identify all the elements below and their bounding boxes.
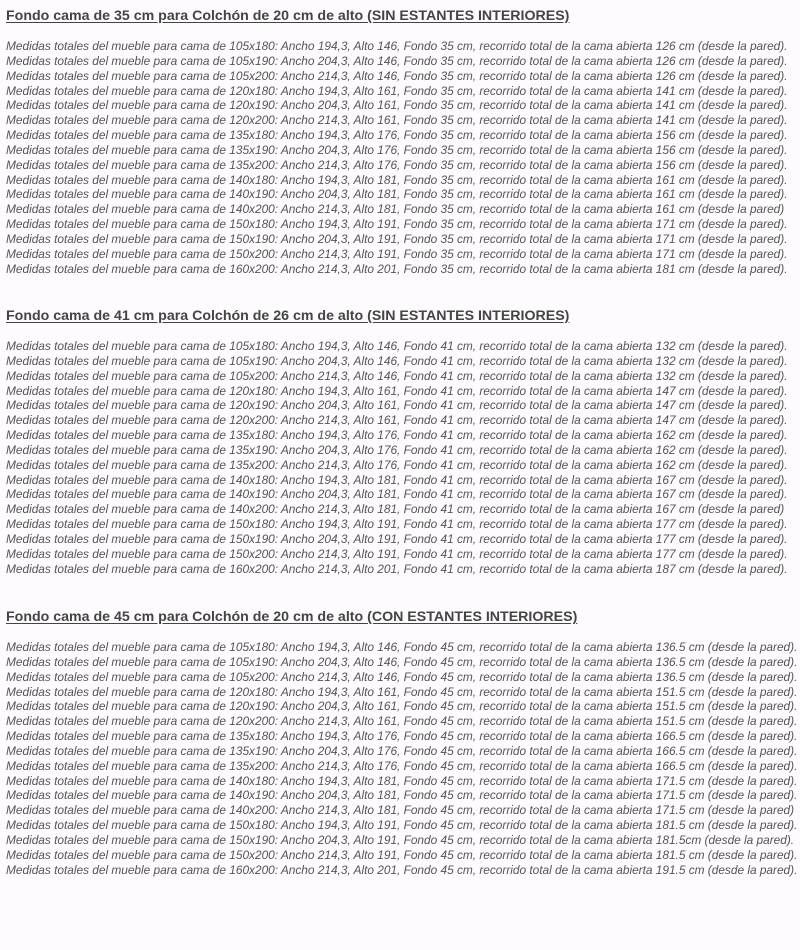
measurement-line: Medidas totales del mueble para cama de 135x180: Ancho 194,3, Alto 176, Fondo 35 cm, recorrido total de la cama abierta 156 cm (desde la pared). — [6, 128, 788, 143]
section-fondo-35 — [6, 8, 800, 277]
measurement-line: Medidas totales del mueble para cama de 135x190: Ancho 204,3, Alto 176, Fondo 45 cm, recorrido total de la cama abierta 166.5 cm (desde la pared). — [6, 743, 798, 758]
measurement-list — [6, 339, 800, 577]
measurement-line: Medidas totales del mueble para cama de 105x190: Ancho 204,3, Alto 146, Fondo 35 cm, recorrido total de la cama abierta 126 cm (desde la pared). — [6, 53, 788, 68]
measurement-line: Medidas totales del mueble para cama de 120x180: Ancho 194,3, Alto 161, Fondo 41 cm, recorrido total de la cama abierta 147 cm (desde la pared). — [6, 383, 788, 398]
measurement-line: Medidas totales del mueble para cama de 135x200: Ancho 214,3, Alto 176, Fondo 35 cm, recorrido total de la cama abierta 156 cm (desde la pared). — [6, 157, 788, 172]
measurement-line: Medidas totales del mueble para cama de 150x180: Ancho 194,3, Alto 191, Fondo 45 cm, recorrido total de la cama abierta 181.5 cm (desde la pared). — [6, 818, 798, 833]
measurement-line: Medidas totales del mueble para cama de 140x200: Ancho 214,3, Alto 181, Fondo 41 cm, recorrido total de la cama abierta 167 cm (desde la pared) — [6, 502, 785, 517]
section-title: Fondo cama de 45 cm para Colchón de 20 cm de alto (CON ESTANTES INTERIORES) — [6, 609, 578, 625]
measurement-line: Medidas totales del mueble para cama de 140x200: Ancho 214,3, Alto 181, Fondo 35 cm, recorrido total de la cama abierta 161 cm (desde la pared) — [6, 202, 785, 217]
measurement-line: Medidas totales del mueble para cama de 135x200: Ancho 214,3, Alto 176, Fondo 45 cm, recorrido total de la cama abierta 166.5 cm (desde la pared). — [6, 758, 798, 773]
measurement-line: Medidas totales del mueble para cama de 120x200: Ancho 214,3, Alto 161, Fondo 45 cm, recorrido total de la cama abierta 151.5 cm (desde la pared). — [6, 714, 798, 729]
measurement-line: Medidas totales del mueble para cama de 150x200: Ancho 214,3, Alto 191, Fondo 41 cm, recorrido total de la cama abierta 177 cm (desde la pared). — [6, 546, 788, 561]
section-title: Fondo cama de 35 cm para Colchón de 20 cm de alto (SIN ESTANTES INTERIORES) — [6, 8, 570, 24]
measurement-line: Medidas totales del mueble para cama de 150x180: Ancho 194,3, Alto 191, Fondo 35 cm, recorrido total de la cama abierta 171 cm (desde la pared). — [6, 217, 788, 232]
measurement-line: Medidas totales del mueble para cama de 105x200: Ancho 214,3, Alto 146, Fondo 45 cm, recorrido total de la cama abierta 136.5 cm (desde la pared). — [6, 669, 798, 684]
section-title: Fondo cama de 41 cm para Colchón de 26 cm de alto (SIN ESTANTES INTERIORES) — [6, 308, 570, 324]
measurement-line: Medidas totales del mueble para cama de 135x190: Ancho 204,3, Alto 176, Fondo 41 cm, recorrido total de la cama abierta 162 cm (desde la pared). — [6, 442, 788, 457]
measurement-line: Medidas totales del mueble para cama de 120x200: Ancho 214,3, Alto 161, Fondo 35 cm, recorrido total de la cama abierta 141 cm (desde la pared). — [6, 113, 788, 128]
measurement-line: Medidas totales del mueble para cama de 135x180: Ancho 194,3, Alto 176, Fondo 41 cm, recorrido total de la cama abierta 162 cm (desde la pared). — [6, 428, 788, 443]
measurement-line: Medidas totales del mueble para cama de 140x190: Ancho 204,3, Alto 181, Fondo 35 cm, recorrido total de la cama abierta 161 cm (desde la pared). — [6, 187, 788, 202]
measurement-line: Medidas totales del mueble para cama de 120x200: Ancho 214,3, Alto 161, Fondo 41 cm, recorrido total de la cama abierta 147 cm (desde la pared). — [6, 413, 788, 428]
measurement-line: Medidas totales del mueble para cama de 140x180: Ancho 194,3, Alto 181, Fondo 41 cm, recorrido total de la cama abierta 167 cm (desde la pared). — [6, 472, 788, 487]
measurement-line: Medidas totales del mueble para cama de 105x180: Ancho 194,3, Alto 146, Fondo 41 cm, recorrido total de la cama abierta 132 cm (desde la pared). — [6, 339, 788, 353]
measurement-line: Medidas totales del mueble para cama de 135x200: Ancho 214,3, Alto 176, Fondo 41 cm, recorrido total de la cama abierta 162 cm (desde la pared). — [6, 457, 788, 472]
measurement-line: Medidas totales del mueble para cama de 140x190: Ancho 204,3, Alto 181, Fondo 41 cm, recorrido total de la cama abierta 167 cm (desde la pared). — [6, 487, 788, 502]
measurement-line: Medidas totales del mueble para cama de 135x190: Ancho 204,3, Alto 176, Fondo 35 cm, recorrido total de la cama abierta 156 cm (desde la pared). — [6, 142, 788, 157]
measurement-line: Medidas totales del mueble para cama de 120x180: Ancho 194,3, Alto 161, Fondo 35 cm, recorrido total de la cama abierta 141 cm (desde la pared). — [6, 83, 788, 98]
measurement-line: Medidas totales del mueble para cama de 105x190: Ancho 204,3, Alto 146, Fondo 45 cm, recorrido total de la cama abierta 136.5 cm (desde la pared). — [6, 654, 798, 669]
measurement-line: Medidas totales del mueble para cama de 120x190: Ancho 204,3, Alto 161, Fondo 45 cm, recorrido total de la cama abierta 151.5 cm (desde la pared). — [6, 699, 798, 714]
measurement-line: Medidas totales del mueble para cama de 150x190: Ancho 204,3, Alto 191, Fondo 41 cm, recorrido total de la cama abierta 177 cm (desde la pared). — [6, 531, 788, 546]
measurement-line: Medidas totales del mueble para cama de 120x180: Ancho 194,3, Alto 161, Fondo 45 cm, recorrido total de la cama abierta 151.5 cm (desde la pared). — [6, 684, 798, 699]
measurement-line: Medidas totales del mueble para cama de 120x190: Ancho 204,3, Alto 161, Fondo 41 cm, recorrido total de la cama abierta 147 cm (desde la pared). — [6, 398, 788, 413]
measurement-line: Medidas totales del mueble para cama de 150x190: Ancho 204,3, Alto 191, Fondo 45 cm, recorrido total de la cama abierta 181.5cm (desde la pared). — [6, 832, 795, 847]
measurement-line: Medidas totales del mueble para cama de 140x180: Ancho 194,3, Alto 181, Fondo 35 cm, recorrido total de la cama abierta 161 cm (desde la pared). — [6, 172, 788, 187]
measurement-line: Medidas totales del mueble para cama de 120x190: Ancho 204,3, Alto 161, Fondo 35 cm, recorrido total de la cama abierta 141 cm (desde la pared). — [6, 98, 788, 113]
measurement-line: Medidas totales del mueble para cama de 160x200: Ancho 214,3, Alto 201, Fondo 35 cm, recorrido total de la cama abierta 181 cm (desde la pared). — [6, 261, 788, 276]
measurement-line: Medidas totales del mueble para cama de 105x180: Ancho 194,3, Alto 146, Fondo 45 cm, recorrido total de la cama abierta 136.5 cm (desde la pared). — [6, 640, 798, 654]
measurement-line: Medidas totales del mueble para cama de 105x200: Ancho 214,3, Alto 146, Fondo 35 cm, recorrido total de la cama abierta 126 cm (desde la pared). — [6, 68, 788, 83]
measurement-line: Medidas totales del mueble para cama de 150x190: Ancho 204,3, Alto 191, Fondo 35 cm, recorrido total de la cama abierta 171 cm (desde la pared). — [6, 231, 788, 246]
measurement-line: Medidas totales del mueble para cama de 105x180: Ancho 194,3, Alto 146, Fondo 35 cm, recorrido total de la cama abierta 126 cm (desde la pared). — [6, 39, 788, 53]
measurement-line: Medidas totales del mueble para cama de 160x200: Ancho 214,3, Alto 201, Fondo 45 cm, recorrido total de la cama abierta 191.5 cm (desde la pared). — [6, 862, 798, 877]
section-fondo-45 — [6, 609, 800, 878]
measurement-line: Medidas totales del mueble para cama de 150x180: Ancho 194,3, Alto 191, Fondo 41 cm, recorrido total de la cama abierta 177 cm (desde la pared). — [6, 517, 788, 532]
measurement-line: Medidas totales del mueble para cama de 150x200: Ancho 214,3, Alto 191, Fondo 45 cm, recorrido total de la cama abierta 181.5 cm (desde la pared). — [6, 847, 798, 862]
measurement-line: Medidas totales del mueble para cama de 135x180: Ancho 194,3, Alto 176, Fondo 45 cm, recorrido total de la cama abierta 166.5 cm (desde la pared). — [6, 729, 798, 744]
measurement-line: Medidas totales del mueble para cama de 140x180: Ancho 194,3, Alto 181, Fondo 45 cm, recorrido total de la cama abierta 171.5 cm (desde la pared). — [6, 773, 798, 788]
measurement-line: Medidas totales del mueble para cama de 140x200: Ancho 214,3, Alto 181, Fondo 45 cm, recorrido total de la cama abierta 171.5 cm (desde la pared) — [6, 803, 795, 818]
measurement-list — [6, 39, 800, 277]
measurement-line: Medidas totales del mueble para cama de 150x200: Ancho 214,3, Alto 191, Fondo 35 cm, recorrido total de la cama abierta 171 cm (desde la pared). — [6, 246, 788, 261]
measurement-line: Medidas totales del mueble para cama de 140x190: Ancho 204,3, Alto 181, Fondo 45 cm, recorrido total de la cama abierta 171.5 cm (desde la pared). — [6, 788, 798, 803]
section-fondo-41 — [6, 308, 800, 577]
measurement-line: Medidas totales del mueble para cama de 105x190: Ancho 204,3, Alto 146, Fondo 41 cm, recorrido total de la cama abierta 132 cm (desde la pared). — [6, 353, 788, 368]
measurement-line: Medidas totales del mueble para cama de 105x200: Ancho 214,3, Alto 146, Fondo 41 cm, recorrido total de la cama abierta 132 cm (desde la pared). — [6, 368, 788, 383]
measurement-line: Medidas totales del mueble para cama de 160x200: Ancho 214,3, Alto 201, Fondo 41 cm, recorrido total de la cama abierta 187 cm (desde la pared). — [6, 561, 788, 576]
measurement-list — [6, 640, 800, 878]
